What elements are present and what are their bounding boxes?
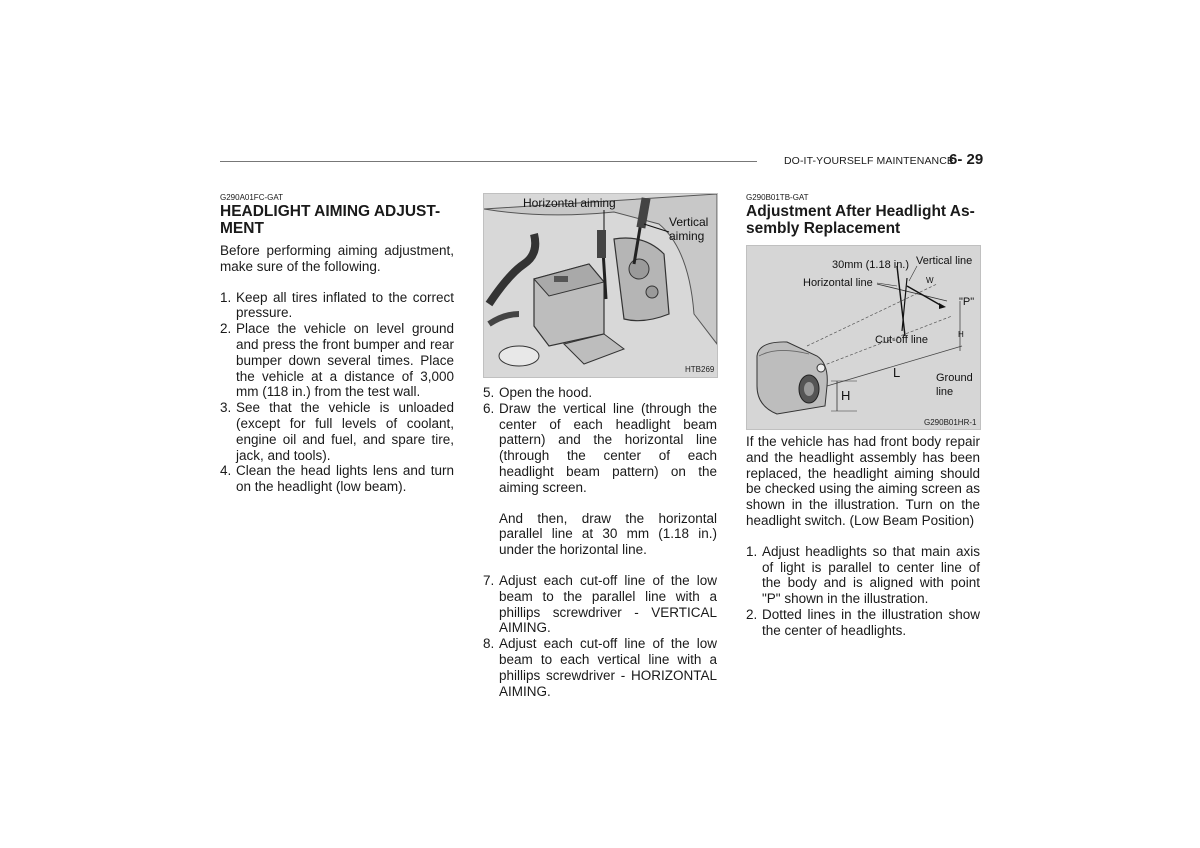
distance-l-label: L bbox=[893, 365, 901, 380]
item-text: Clean the head lights lens and turn on the headlight (low beam). bbox=[236, 463, 454, 495]
item-text: See that the vehicle is unloaded (except for full levels of coolant, engine oil and fuel, and spare tire, jack, and tools). bbox=[236, 400, 454, 463]
column-1 bbox=[220, 193, 454, 495]
item-number: 2. bbox=[220, 321, 232, 337]
steps-list-b bbox=[483, 573, 717, 699]
heading-line-1: HEADLIGHT AIMING ADJUST- bbox=[220, 203, 441, 220]
w-label: W bbox=[926, 276, 934, 285]
aiming-screen-figure bbox=[746, 245, 981, 430]
item-text: Open the hood. bbox=[499, 385, 593, 400]
point-p-label: "P" bbox=[959, 296, 975, 308]
column-2 bbox=[483, 193, 717, 699]
section-heading bbox=[220, 203, 454, 237]
list-item bbox=[220, 463, 454, 495]
page-number: 6- 29 bbox=[949, 151, 984, 168]
item-number: 1. bbox=[746, 543, 758, 559]
item-number: 3. bbox=[220, 400, 232, 416]
item-number: 2. bbox=[746, 606, 758, 622]
figure-code: HTB269 bbox=[685, 365, 715, 374]
h-small-label: H bbox=[958, 330, 964, 339]
section-code: G290B01TB-GAT bbox=[746, 193, 809, 202]
vertical-aiming-label: Vertical aiming bbox=[669, 215, 709, 243]
item-number: 1. bbox=[220, 289, 232, 305]
item-text: Dotted lines in the illustration show the center of headlights. bbox=[762, 606, 980, 638]
figure-code: G290B01HR-1 bbox=[924, 418, 977, 427]
offset-30mm-label: 30mm (1.18 in.) bbox=[832, 259, 910, 271]
heading-line-2: MENT bbox=[220, 220, 264, 237]
aiming-screen-illustration bbox=[747, 246, 980, 429]
heading-line-2: sembly Replacement bbox=[746, 220, 901, 237]
heading-line-1: Adjustment After Headlight As- bbox=[746, 203, 975, 220]
list-item bbox=[746, 544, 980, 607]
list-item bbox=[220, 400, 454, 463]
column-3 bbox=[746, 193, 980, 639]
item-number: 7. bbox=[483, 572, 495, 588]
engine-bay-figure bbox=[483, 193, 718, 378]
list-item bbox=[220, 321, 454, 400]
section-code: G290A01FC-GAT bbox=[220, 193, 283, 202]
ground-line-label: Ground line bbox=[936, 372, 973, 398]
item-number: 5. bbox=[483, 385, 495, 400]
steps-list bbox=[220, 290, 454, 495]
parallel-line-paragraph: And then, draw the horizontal parallel line at 30 mm (1.18 in.) under the horizontal line. bbox=[499, 510, 717, 558]
list-item bbox=[483, 385, 717, 401]
list-item bbox=[483, 636, 717, 699]
intro-paragraph: Before performing aiming adjustment, make sure of the following. bbox=[220, 243, 454, 274]
list-item bbox=[746, 607, 980, 639]
item-text: Place the vehicle on level ground and press the front bumper and rear bumper down several times. Place the vehicle at a distance of 3,000 mm (118 in.) from the test wall. bbox=[236, 321, 454, 400]
replacement-paragraph: If the vehicle has had front body repair and the headlight assembly has been replaced, the headlight aiming should be checked using the aiming screen as shown in the illustration. Turn on the headlight switch. (Low Beam Position) bbox=[746, 434, 980, 528]
horizontal-line-label: Horizontal line bbox=[803, 277, 873, 289]
item-text: Adjust each cut-off line of the low beam to the parallel line with a phillips screwdriver - VERTICAL AIMING. bbox=[499, 572, 717, 636]
item-text: Adjust headlights so that main axis of light is parallel to center line of the body and is aligned with point "P" shown in the illustration. bbox=[762, 543, 980, 607]
header-rule bbox=[220, 161, 757, 162]
list-item bbox=[483, 401, 717, 496]
item-text: Keep all tires inflated to the correct pressure. bbox=[236, 289, 454, 321]
steps-list-a bbox=[483, 385, 717, 496]
item-number: 4. bbox=[220, 463, 232, 479]
vertical-line-label: Vertical line bbox=[916, 255, 973, 267]
list-item bbox=[483, 573, 717, 636]
item-text: Adjust each cut-off line of the low beam to each vertical line with a phillips screwdriver - HORIZONTAL AIMING. bbox=[499, 636, 717, 699]
steps-list bbox=[746, 544, 980, 639]
list-item bbox=[220, 290, 454, 322]
item-number: 6. bbox=[483, 400, 495, 416]
cutoff-line-label: Cut-off line bbox=[875, 334, 928, 346]
item-text: Draw the vertical line (through the center of each headlight beam pattern) and the horizontal line (through the center of each headlight beam pattern) on the aiming screen. bbox=[499, 400, 717, 495]
item-number: 8. bbox=[483, 636, 495, 652]
horizontal-aiming-label: Horizontal aiming bbox=[523, 196, 616, 210]
height-h-label: H bbox=[841, 388, 851, 403]
section-title: DO-IT-YOURSELF MAINTENANCE bbox=[784, 155, 955, 167]
section-heading bbox=[746, 203, 980, 237]
